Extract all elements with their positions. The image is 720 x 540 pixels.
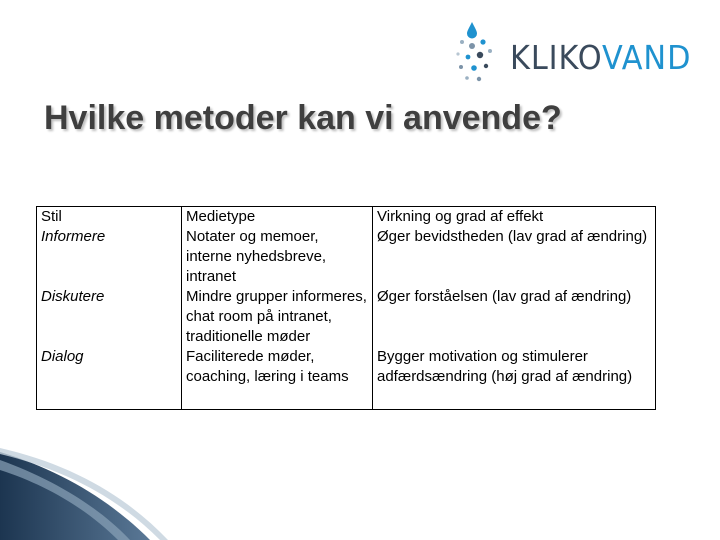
cell-medietype: Mindre grupper informeres, chat room på intranet, traditionelle møder <box>182 287 373 347</box>
cell-stil: Informere <box>41 228 106 245</box>
droplet-dots-icon <box>452 18 512 88</box>
cell-medietype: Notater og memoer, interne nyhedsbreve, intranet <box>182 227 373 287</box>
cell-virkning: Øger forståelsen (lav grad af ændring) <box>373 287 656 347</box>
klikovand-logo <box>452 18 692 88</box>
spacer-cell <box>37 387 182 410</box>
cell-virkning: Øger bevidstheden (lav grad af ændring) <box>373 227 656 287</box>
logo-wordmark <box>510 38 691 78</box>
header-medietype: Medietype <box>182 207 373 228</box>
cell-stil: Dialog <box>41 348 84 365</box>
logo-text-accent: VAND <box>602 38 692 77</box>
slide-title: Hvilke metoder kan vi anvende? <box>44 99 562 137</box>
cell-medietype: Faciliterede møder, coaching, læring i teams <box>182 347 373 387</box>
table-row <box>37 287 656 347</box>
table-header-row <box>37 207 656 228</box>
logo-text-main: KLIKO <box>510 38 602 77</box>
cell-stil: Diskutere <box>41 288 105 305</box>
table-row <box>37 347 656 387</box>
spacer-cell <box>182 387 373 410</box>
corner-swoosh-decoration <box>0 440 720 540</box>
table-spacer-row <box>37 387 656 410</box>
methods-table <box>36 206 656 410</box>
table-row <box>37 227 656 287</box>
header-virkning: Virkning og grad af effekt <box>373 207 656 228</box>
spacer-cell <box>373 387 656 410</box>
header-stil: Stil <box>41 208 62 225</box>
cell-virkning: Bygger motivation og stimulerer adfærdsændring (høj grad af ændring) <box>373 347 656 387</box>
